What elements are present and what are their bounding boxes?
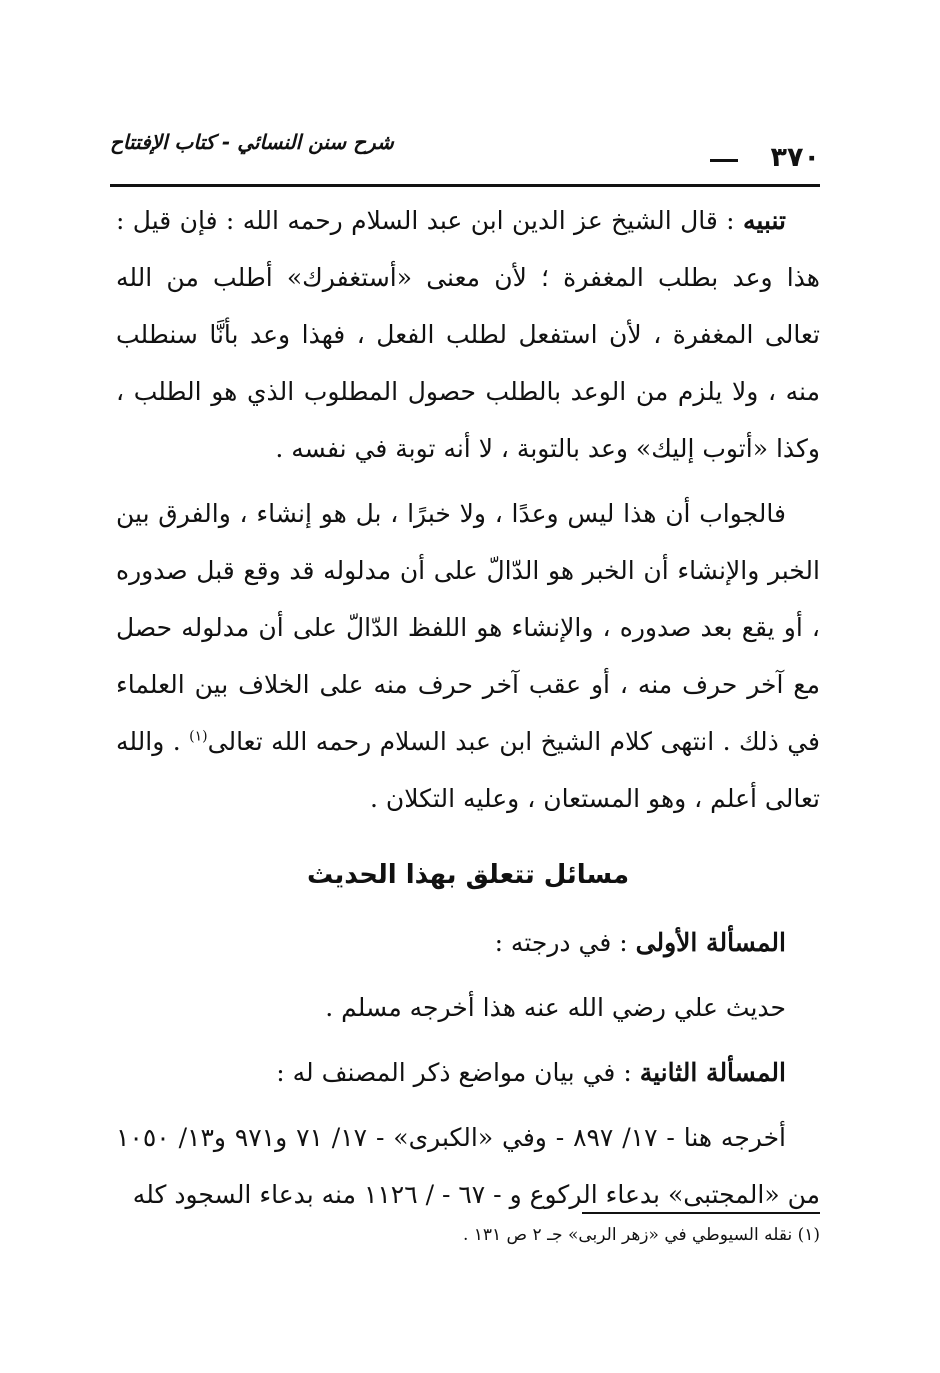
section-title: مسائل تتعلق بهذا الحديث [306, 860, 630, 890]
footnote-1: (١) نقله السيوطي في «زهر الربى» جـ ٢ ص ١٣١ . [462, 1225, 820, 1245]
paragraph-tanbih [116, 192, 820, 477]
footnote-reference[interactable]: (١) [189, 728, 208, 745]
question-1-text: : في درجته : [494, 928, 628, 957]
paragraph-answer [116, 485, 820, 827]
answer-closing: . والله تعالى أعلم ، وهو المستعان ، وعليه التكلان . [116, 727, 820, 813]
page-header [110, 128, 820, 187]
page-number: ٣٧٠ [770, 142, 820, 173]
answer-text: فالجواب أن هذا ليس وعدًا ، ولا خبرًا ، بل هو إنشاء ، والفرق بين الخبر والإنشاء أن الخبر هو الدّالّ على أن مدلوله قد وقع قبل صدوره ، أو يقع بعد صدوره ، والإنشاء هو اللفظ الدّالّ على أن مدلوله حصل مع آخر حرف منه ، أو عقب آخر حرف منه على الخلاف بين العلماء في ذلك . انتهى كلام الشيخ ابن عبد السلام رحمه الله تعالى [116, 499, 821, 756]
question-2-body: أخرجه هنا - ١٧/ ٨٩٧ - وفي «الكبرى» - ١٧/ ٧١ و٩٧١ و١٣/ ١٠٥٠ من «المجتبى» بدعاء الركوع و - ٦٧ - / ١١٢٦ منه بدعاء السجود كله [116, 1123, 820, 1209]
page-number-rule [710, 159, 738, 162]
question-1-body: حديث علي رضي الله عنه هذا أخرجه مسلم . [325, 993, 786, 1022]
question-1-label: المسألة الأولى [635, 928, 786, 957]
question-2-heading [116, 1044, 820, 1101]
footnote-rule [582, 1212, 820, 1214]
tanbih-text: : قال الشيخ عز الدين ابن عبد السلام رحمه الله : فإن قيل : هذا وعد بطلب المغفرة ؛ لأن معنى «أستغفرك» أطلب من الله تعالى المغفرة ، لأن استفعل لطلب الفعل ، فهذا وعد بأنَّا سنطلب منه ، ولا يلزم من الوعد بالطلب حصول المطلوب الذي هو الطلب ، وكذا «أتوب إليك» وعد بالتوبة ، لا أنه توبة في نفسه . [116, 206, 820, 463]
running-title: شرح سنن النسائي - كتاب الإفتتاح [110, 130, 394, 154]
main-text [116, 192, 820, 1223]
question-2-text: : في بيان مواضع ذكر المصنف له : [276, 1058, 632, 1087]
question-2-label: المسألة الثانية [639, 1058, 786, 1087]
question-1-heading [116, 914, 820, 971]
footnotes [116, 1212, 820, 1250]
tanbih-label: تنبيه [743, 206, 786, 235]
